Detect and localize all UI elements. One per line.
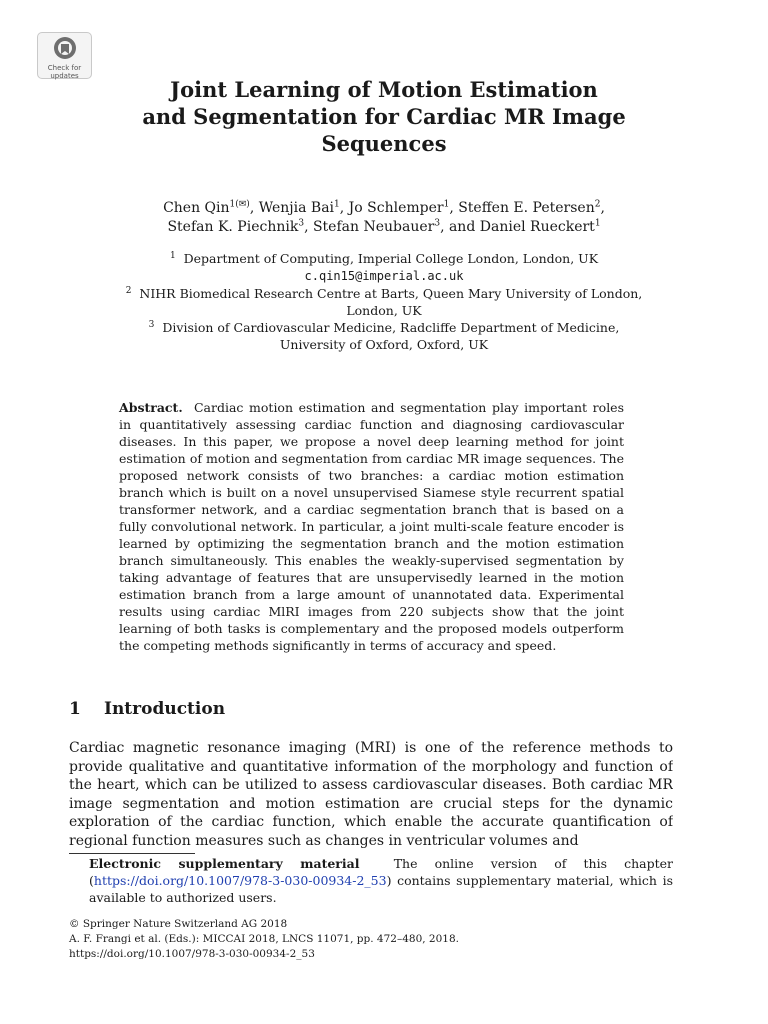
- author: Jo Schlemper$^1$,: [348, 199, 459, 216]
- section-title: Introduction: [104, 699, 226, 719]
- author: Stefan Neubauer$^3$, and: [312, 218, 480, 235]
- publication-footer: [69, 917, 689, 962]
- abstract-label: Abstract.: [119, 400, 183, 415]
- doi-link[interactable]: https://doi.org/10.1007/978-3-030-00934-2_53: [93, 873, 387, 888]
- copyright-line: © Springer Nature Switzerland AG 2018: [69, 918, 288, 930]
- author-list: [60, 199, 708, 237]
- affiliation-2: $^2$ NIHR Biomedical Research Centre at Barts, Queen Mary University of London, London, UK: [125, 285, 643, 318]
- affiliations: [60, 250, 708, 353]
- title-line-1: Joint Learning of Motion Estimation: [170, 77, 598, 102]
- badge-label-1: Check for: [47, 64, 82, 72]
- supplementary-label: Electronic supplementary material: [89, 856, 360, 871]
- badge-label-2: updates: [50, 72, 79, 80]
- section-heading: [69, 699, 225, 719]
- title-line-3: Sequences: [321, 131, 447, 156]
- title-line-2: and Segmentation for Cardiac MR Image: [142, 104, 626, 129]
- bookmark-ribbon-icon: [50, 36, 80, 64]
- introduction-paragraph: Cardiac magnetic resonance imaging (MRI) is one of the reference methods to provide qualitative and quantitative information of the morphology and function of the heart, which can be utilized to assess cardiovascular diseases. Both cardiac MR image segmentation and motion estimation are crucial steps for the dynamic exploration of the cardiac function, which enable the accurate quantification of regional function measures such as changes in ventricular volumes and: [69, 740, 673, 849]
- author: Chen Qin$^{1(✉)}$,: [163, 199, 259, 216]
- doi-line[interactable]: https://doi.org/10.1007/978-3-030-00934-2_53: [69, 948, 315, 960]
- author: Wenjia Bai$^1$,: [258, 199, 349, 216]
- author: Steffen E. Petersen$^2$,: [458, 199, 605, 216]
- affiliation-1: $^1$ Department of Computing, Imperial College London, London, UK c.qin15@imperial.ac.uk: [169, 250, 599, 283]
- author: Stefan K. Piechnik$^3$,: [167, 218, 313, 235]
- supplementary-note: Electronic supplementary material The online version of this chapter (https://doi.org/10.1007/978-3-030-00934-2_53) contains supplementary material, which is available to authorized users.: [89, 856, 673, 905]
- affiliation-3: $^3$ Division of Cardiovascular Medicine, Radcliffe Department of Medicine, University of Oxford, Oxford, UK: [148, 319, 620, 352]
- author: Daniel Rueckert$^1$: [479, 218, 601, 235]
- paper-title: [60, 76, 708, 157]
- citation-line: A. F. Frangi et al. (Eds.): MICCAI 2018, LNCS 11071, pp. 472–480, 2018.: [69, 933, 459, 945]
- abstract: [119, 399, 624, 654]
- author-email-link[interactable]: c.qin15@imperial.ac.uk: [304, 269, 464, 283]
- section-number: 1: [69, 699, 81, 719]
- footnote-rule: [69, 853, 195, 854]
- check-for-updates-badge[interactable]: [37, 32, 92, 79]
- abstract-text: Cardiac motion estimation and segmentation play important roles in quantitatively assessing cardiac function and diagnosing cardiovascular diseases. In this paper, we propose a novel deep learning method for joint estimation of motion and segmentation from cardiac MR image sequences. The proposed network consists of two branches: a cardiac motion estimation branch which is built on a novel unsupervised Siamese style recurrent spatial transformer network, and a cardiac segmentation branch that is based on a fully convolutional network. In particular, a joint multi-scale feature encoder is learned by optimizing the segmentation branch and the motion estimation branch simultaneously. This enables the weakly-supervised segmentation by taking advantage of features that are unsupervisedly learned in the motion estimation branch from a large amount of unannotated data. Experimental results using cardiac MlRI images from 220 subjects show that the joint learning of both tasks is complementary and the proposed models outperform the competing methods significantly in terms of accuracy and speed.: [119, 400, 624, 653]
